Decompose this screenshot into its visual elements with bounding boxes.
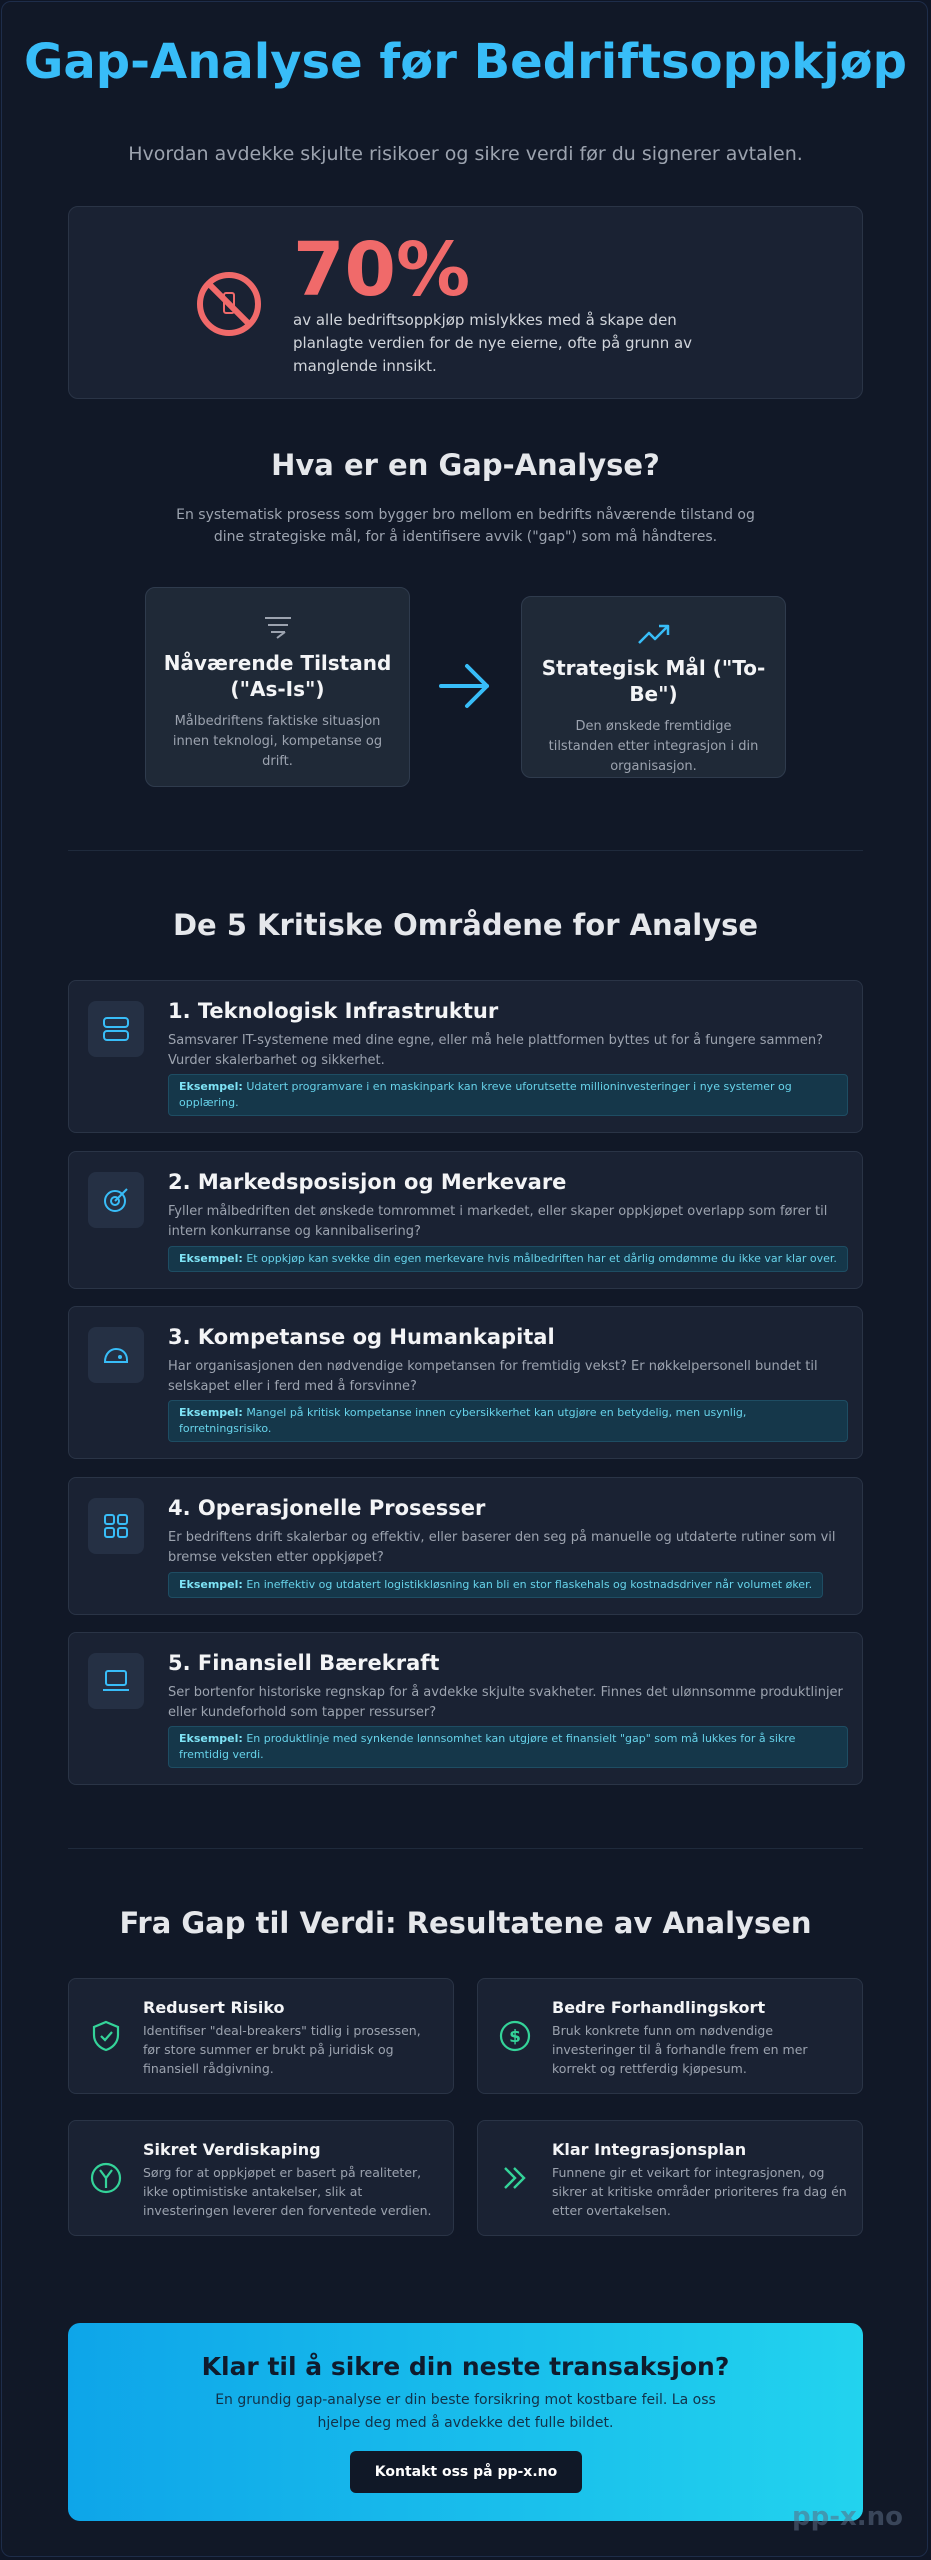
target-state-card — [521, 596, 786, 778]
area-card-market — [68, 1151, 863, 1289]
grid-icon — [102, 1512, 130, 1540]
area-title: 5. Finansiell Bærekraft — [168, 1651, 440, 1675]
area-example — [168, 1400, 848, 1442]
example-text: Et oppkjøp kan svekke din egen merkevare hvis målbedriften har et dårlig omdømme du ikke var klar over. — [246, 1252, 837, 1265]
area-title: 4. Operasjonelle Prosesser — [168, 1496, 486, 1520]
result-title: Bedre Forhandlingskort — [552, 1998, 766, 2017]
shield-check-icon — [89, 2019, 123, 2053]
current-state-card — [145, 587, 410, 787]
area-example — [168, 1726, 848, 1768]
target-state-desc: Den ønskede fremtidige tilstanden etter integrasjon i din organisasjon. — [548, 719, 759, 774]
area-desc: Samsvarer IT-systemene med dine egne, eller må hele plattformen byttes ut for å fungere sammen? Vurder skalerbarhet og sikkerhet. — [168, 1033, 823, 1068]
section-title-areas: De 5 Kritiske Områdene for Analyse — [172, 908, 759, 942]
result-desc: Sørg for at oppkjøpet er basert på realiteter, ikke optimistiske antakelser, slik at investeringen leverer den forventede verdien. — [143, 2165, 432, 2218]
area-icon-box — [88, 1001, 144, 1057]
area-card-technology — [68, 980, 863, 1133]
contact-button[interactable]: Kontakt oss på pp-x.no — [350, 2451, 582, 2493]
cta-banner — [68, 2323, 863, 2521]
result-desc: Bruk konkrete funn om nødvendige investeringer til å forhandle frem en mer korrekt og rettferdig kjøpesum. — [552, 2023, 808, 2076]
example-text: Udatert programvare i en maskinpark kan kreve uforutsette millioninvesteringer i nye systemer og opplæring. — [179, 1080, 792, 1109]
target-state-title: Strategisk Mål ("To-Be") — [541, 656, 766, 706]
area-icon-box — [88, 1327, 144, 1383]
area-title: 3. Kompetanse og Humankapital — [168, 1325, 555, 1349]
result-card-risk — [68, 1978, 454, 2094]
example-text: En ineffektiv og utdatert logistikkløsning kan bli en stor flaskehals og kostnadsdriver når volumet øker. — [246, 1578, 813, 1591]
area-icon-box — [88, 1498, 144, 1554]
area-card-finance — [68, 1632, 863, 1785]
dollar-circle-icon — [498, 2019, 532, 2053]
merge-icon — [89, 2161, 123, 2195]
chevrons-right-icon — [498, 2161, 532, 2195]
cta-title: Klar til å sikre din neste transaksjon? — [201, 2352, 730, 2381]
page-subtitle: Hvordan avdekke skjulte risikoer og sikre verdi før du signerer avtalen. — [128, 143, 803, 165]
stat-card — [68, 206, 863, 399]
section-title-what: Hva er en Gap-Analyse? — [271, 448, 660, 482]
current-state-title: Nåværende Tilstand ("As-Is") — [163, 651, 392, 701]
example-label: Eksempel: — [179, 1578, 243, 1591]
stat-text: av alle bedriftsoppkjøp mislykkes med å skape den planlagte verdien for de nye eierne, ofte på grunn av manglende innsikt. — [293, 311, 693, 375]
area-title: 2. Markedsposisjon og Merkevare — [168, 1170, 567, 1194]
area-desc: Har organisasjonen den nødvendige kompetansen for fremtidig vekst? Er nøkkelpersonell bundet til selskapet eller i ferd med å forsvinne? — [168, 1359, 818, 1394]
example-label: Eksempel: — [179, 1406, 243, 1419]
arrow-right-icon — [437, 661, 493, 711]
result-desc: Identifiser "deal-breakers" tidlig i prosessen, før store summer er brukt på juridisk og finansiell rådgivning. — [143, 2023, 421, 2076]
example-label: Eksempel: — [179, 1080, 243, 1093]
result-card-negotiation — [477, 1978, 863, 2094]
svg-text:$: $ — [509, 2027, 521, 2047]
area-desc: Ser bortenfor historiske regnskap for å avdekke skjulte svakheter. Finnes det ulønnsomme produktlinjer eller kundeforhold som tapper ressurser? — [168, 1685, 843, 1720]
trending-up-icon — [637, 623, 671, 645]
area-card-competence — [68, 1306, 863, 1459]
example-label: Eksempel: — [179, 1732, 243, 1745]
area-example — [168, 1246, 848, 1272]
area-desc: Fyller målbedriften det ønskede tomrommet i markedet, eller skaper oppkjøpet overlapp som fører til intern konkurranse og kannibalisering? — [168, 1204, 828, 1239]
area-example — [168, 1074, 848, 1116]
divider — [68, 850, 863, 851]
result-title: Sikret Verdiskaping — [143, 2140, 321, 2159]
list-filter-icon — [263, 614, 293, 640]
stat-value: 70% — [293, 227, 471, 313]
example-text: Mangel på kritisk kompetanse innen cybersikkerhet kan utgjøre en betydelig, men usynlig, forretningsrisiko. — [179, 1406, 747, 1435]
result-title: Redusert Risiko — [143, 1998, 285, 2017]
area-desc: Er bedriftens drift skalerbar og effektiv, eller baserer den seg på manuelle og utdaterte rutiner som vil bremse veksten etter oppkjøpet? — [168, 1530, 836, 1565]
page-title: Gap-Analyse før Bedriftsoppkjøp — [23, 34, 908, 90]
ban-icon — [196, 271, 262, 337]
example-text: En produktlinje med synkende lønnsomhet kan utgjøre et finansielt "gap" som må lukkes for å sikre fremtidig verdi. — [179, 1732, 796, 1761]
area-card-operations — [68, 1477, 863, 1615]
target-icon — [102, 1186, 130, 1214]
result-card-integration — [477, 2120, 863, 2236]
section-title-results: Fra Gap til Verdi: Resultatene av Analysen — [119, 1906, 812, 1940]
result-card-value — [68, 2120, 454, 2236]
result-desc: Funnene gir et veikart for integrasjonen, og sikrer at kritiske områder prioriteres fra dag én etter overtakelsen. — [552, 2165, 847, 2218]
area-title: 1. Teknologisk Infrastruktur — [168, 999, 499, 1023]
section-desc-what: En systematisk prosess som bygger bro mellom en bedrifts nåværende tilstand og dine strategiske mål, for å identifisere avvik ("gap") som må håndteres. — [176, 507, 755, 545]
cta-desc: En grundig gap-analyse er din beste forsikring mot kostbare feil. La oss hjelpe deg med å avdekke det fulle bildet. — [215, 2392, 716, 2431]
area-icon-box — [88, 1653, 144, 1709]
watermark: pp-x.no — [792, 2502, 904, 2532]
example-label: Eksempel: — [179, 1252, 243, 1265]
server-icon — [102, 1015, 130, 1043]
result-title: Klar Integrasjonsplan — [552, 2140, 747, 2159]
area-example — [168, 1572, 823, 1598]
divider — [68, 1848, 863, 1849]
brain-icon — [102, 1341, 130, 1369]
laptop-icon — [102, 1667, 130, 1695]
current-state-desc: Målbedriftens faktiske situasjon innen teknologi, kompetanse og drift. — [172, 714, 383, 769]
area-icon-box — [88, 1172, 144, 1228]
